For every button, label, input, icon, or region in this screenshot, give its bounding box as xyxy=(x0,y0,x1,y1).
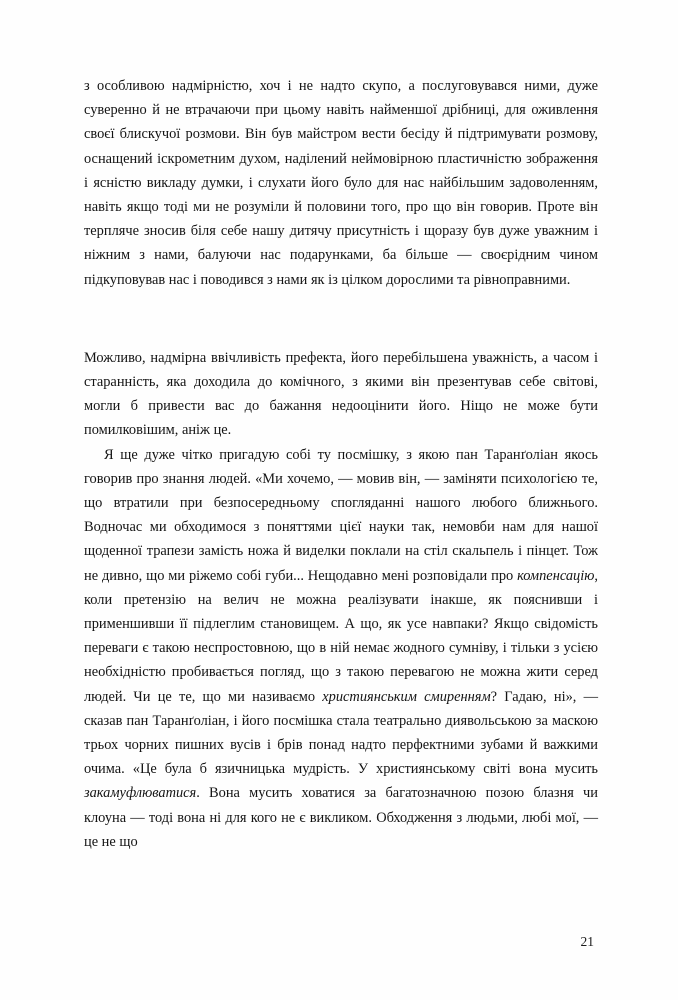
emphasis-text: закамуфлюватися xyxy=(84,785,197,802)
emphasis-text: християнським смиренням xyxy=(322,688,491,705)
paragraph-3: Я ще дуже чітко пригадую собі ту посмішку, з якою пан Таранґоліан якось говорив про знання людей. «Ми хочемо, — мовив він, — заміняти психологією те, що втратили при безпосередньому спогляданні нашого любого ближнього. Водночас ми обходимося з поняттями цієї науки так, немовби нам для нашої щоденної трапези замість ножа й виделки поклали на стіл скальпель і пінцет. Тож не дивно, що ми ріжемо собі губи... Нещодавно мені розповідали про компенсацію, коли претензію на велич не можна реалізувати інакше, як пояснивши і применшивши її підлеглим становищем. А що, як усе навпаки? Якщо свідомість переваги є такою неспростовною, що в ній немає жодного сумніву, і тільки з усією необхідністю пробивається погляд, що з такою перевагою не можна жити серед людей. Чи це те, що ми називаємо християнським смиренням? Гадаю, ні», — сказав пан Таранґоліан, і його посмішка стала театрально диявольською за маскою трьох чорних пишних вусів і брів понад надто перфектними зубами й важкими очима. «Це була б язичницька мудрість. У християнському світі вона мусить закамуфлюватися. Вона мусить ховатися за багатозначною позою блазня чи клоуна — тоді вона ні для кого не є викликом. Обходження з людьми, любі мої, — це не що xyxy=(84,446,598,850)
emphasis-text: компенсацію xyxy=(517,567,595,584)
paragraph-2: Можливо, надмірна ввічливість префекта, його перебільшена уважність, а часом і старанність, яка доходила до комічного, з якими він презентував себе світові, могли б привести вас до бажання недооцінити його. Ніщо не може бути помилковішим, аніж це. xyxy=(84,349,598,439)
paragraph-1: з особливою надмірністю, хоч і не надто скупо, а послуговувався ними, дуже суверенно й не втрачаючи при цьому навіть найменшої дрібниці, для оживлення своєї блискучої розмови. Він був майстром вести бесіду й підтримувати розмову, оснащений іскрометним духом, наділений неймовірною пластичністю зображення і ясністю викладу думки, і слухати його було для нас найбільшим задоволенням, навіть якщо тоді ми не розуміли й половини того, про що він говорив. Проте він терпляче зносив біля себе нашу дитячу присутність і щоразу був дуже уважним і ніжним з нами, балуючи нас подарунками, ба більше — своєрідним чином підкуповував нас і поводився з нами як із цілком дорослими та рівноправними. xyxy=(84,78,598,288)
paragraph-spacer xyxy=(84,292,598,346)
body-text-column xyxy=(84,74,598,854)
page-number: 21 xyxy=(580,934,594,949)
